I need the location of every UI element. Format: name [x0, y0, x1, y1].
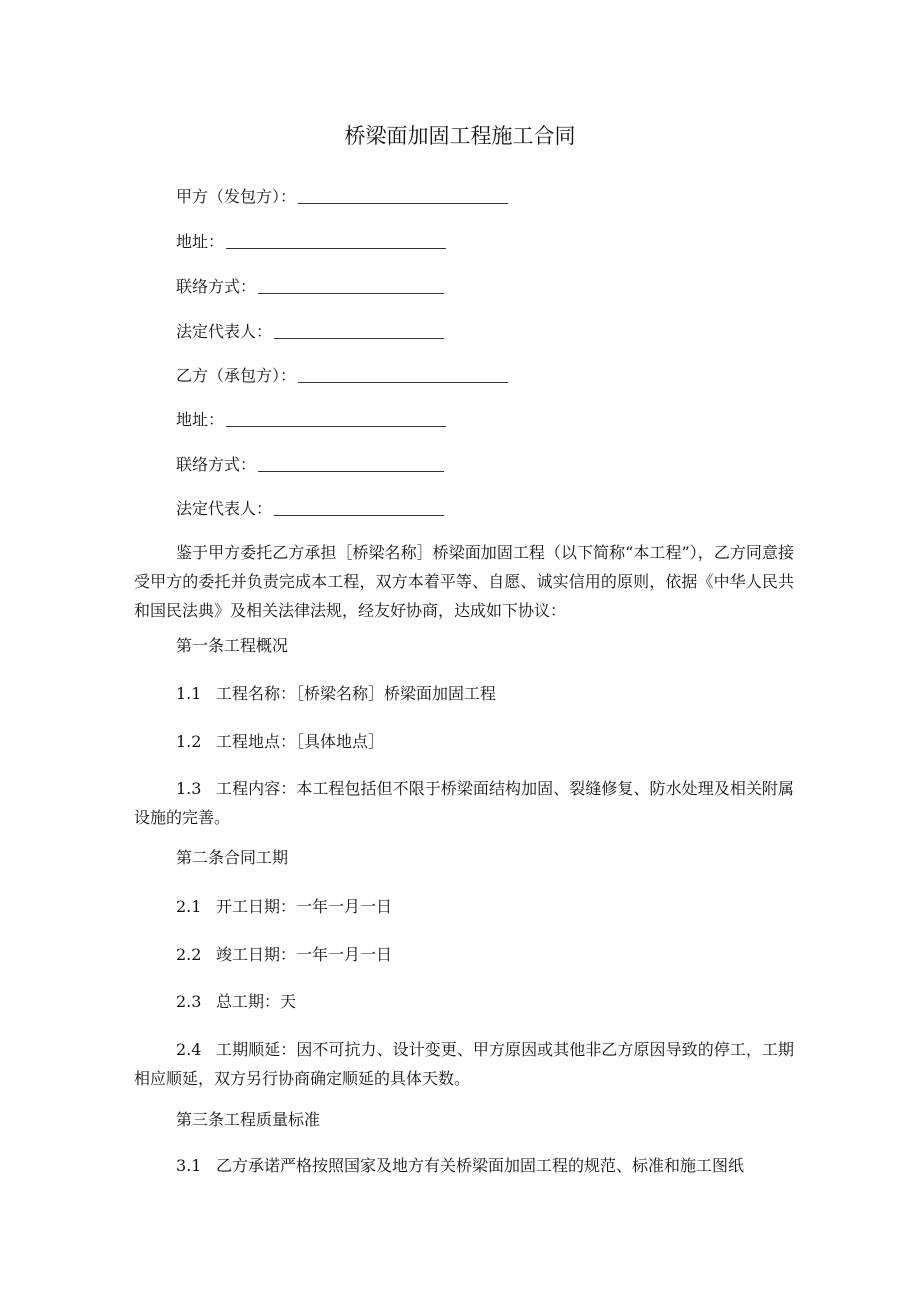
item-number: 1.2 — [176, 732, 202, 751]
item-number: 2.1 — [176, 897, 202, 916]
item-text: 开工日期：一年一月一日 — [216, 897, 393, 916]
party-b-legal-rep-blank — [274, 497, 444, 516]
party-b-address-label: 地址： — [176, 410, 225, 429]
party-b-legal-rep-label: 法定代表人： — [176, 499, 273, 518]
article-2-item-4 — [134, 1035, 794, 1093]
party-a-legal-rep-field — [176, 318, 444, 346]
party-b-contact-field — [176, 451, 444, 479]
party-a-contact-blank — [258, 275, 444, 294]
party-a-address-field — [176, 228, 446, 256]
party-b-label: 乙方（承包方）： — [176, 366, 297, 385]
article-1-item-3 — [134, 774, 794, 832]
party-a-contact-field — [176, 273, 444, 301]
document-title: 桥梁面加固工程施工合同 — [344, 124, 576, 148]
preamble-paragraph: 鉴于甲方委托乙方承担［桥梁名称］桥梁面加固工程（以下简称“本工程”），乙方同意接受甲方的委托并负责完成本工程，双方本着平等、自愿、诚实信用的原则，依据《中华人民共和国民法典》及相关法律法规，经友好协商，达成如下协议： — [134, 543, 794, 620]
article-3-heading: 第三条工程质量标准 — [176, 1110, 321, 1129]
party-a-field — [176, 183, 508, 211]
party-b-field — [176, 362, 508, 390]
article-2-heading: 第二条合同工期 — [176, 848, 289, 867]
party-a-contact-label: 联络方式： — [176, 277, 257, 296]
article-2-item-3 — [176, 988, 766, 1016]
party-a-address-blank — [226, 230, 446, 249]
item-text: 工程名称：［桥梁名称］桥梁面加固工程 — [216, 684, 497, 703]
article-3-item-1 — [176, 1152, 796, 1180]
party-b-legal-rep-field — [176, 495, 444, 523]
party-b-contact-label: 联络方式： — [176, 455, 257, 474]
party-b-blank — [298, 364, 508, 383]
item-text: 总工期：天 — [216, 992, 297, 1011]
party-b-contact-blank — [258, 453, 444, 472]
item-text: 乙方承诺严格按照国家及地方有关桥梁面加固工程的规范、标准和施工图纸 — [216, 1156, 745, 1175]
item-number: 2.2 — [176, 945, 202, 964]
article-1-heading: 第一条工程概况 — [176, 636, 289, 655]
item-text: 工期顺延：因不可抗力、设计变更、甲方原因或其他非乙方原因导致的停工，工期相应顺延，双方另行协商确定顺延的具体天数。 — [134, 1040, 794, 1088]
party-b-address-field — [176, 406, 446, 434]
party-a-legal-rep-label: 法定代表人： — [176, 322, 273, 341]
item-number: 2.4 — [176, 1040, 202, 1059]
party-a-legal-rep-blank — [274, 320, 444, 339]
item-text: 工程内容：本工程包括但不限于桥梁面结构加固、裂缝修复、防水处理及相关附属设施的完善。 — [134, 779, 794, 827]
item-number: 2.3 — [176, 992, 202, 1011]
item-number: 3.1 — [176, 1156, 202, 1175]
item-text: 竣工日期：一年一月一日 — [216, 945, 393, 964]
item-number: 1.3 — [176, 779, 202, 798]
party-a-address-label: 地址： — [176, 232, 225, 251]
article-2-item-1 — [176, 893, 766, 921]
party-b-address-blank — [226, 408, 446, 427]
article-1-item-1 — [176, 680, 766, 708]
item-text: 工程地点：［具体地点］ — [216, 732, 385, 751]
party-a-blank — [298, 185, 508, 204]
article-1-item-2 — [176, 728, 766, 756]
article-2-item-2 — [176, 941, 766, 969]
item-number: 1.1 — [176, 684, 202, 703]
party-a-label: 甲方（发包方）： — [176, 187, 297, 206]
